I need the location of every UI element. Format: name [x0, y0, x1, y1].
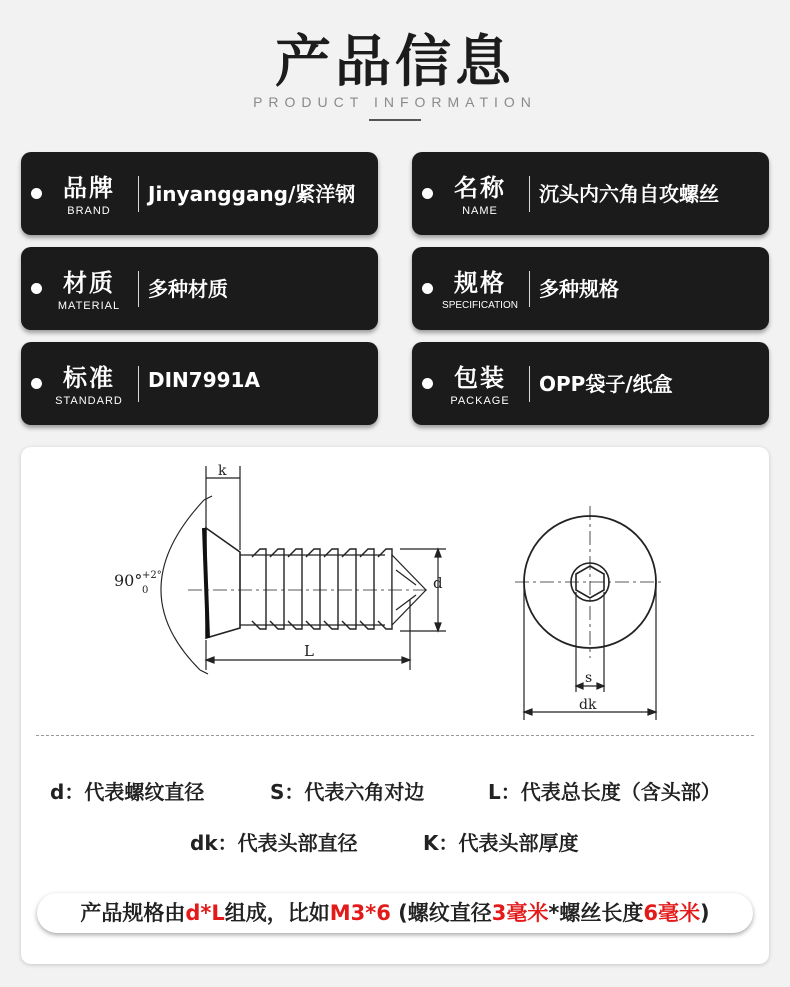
screw-head-top-view-diagram [505, 500, 680, 725]
spec-card-material [21, 247, 378, 330]
spec-card-brand [21, 152, 378, 235]
legend-d: d：代表螺纹直径 [50, 780, 205, 804]
spec-label-en: MATERIAL [57, 300, 121, 312]
spec-label-en: BRAND [67, 205, 111, 217]
divider [138, 176, 139, 212]
spec-label: 标准 [63, 364, 115, 392]
page-subtitle: PRODUCT INFORMATION [253, 94, 537, 110]
label-angle-tolerance-bottom: 0 [142, 585, 149, 596]
bullet-dot-icon [422, 378, 433, 389]
bullet-dot-icon [422, 283, 433, 294]
bullet-dot-icon [31, 283, 42, 294]
label-dk: dk [579, 697, 597, 713]
spec-value: OPP袋子/纸盒 [539, 372, 673, 396]
divider [529, 271, 530, 307]
spec-label: 包装 [454, 364, 506, 392]
spec-label-en: PACKAGE [450, 395, 510, 407]
spec-value: Jinyanggang/紧洋钢 [148, 182, 356, 206]
legend-s: S：代表六角对边 [270, 780, 425, 804]
bullet-dot-icon [422, 188, 433, 199]
spec-value: 多种规格 [539, 277, 619, 301]
label-d: d [433, 574, 443, 592]
label-angle: 90° [114, 571, 143, 590]
spec-value: DIN7991A [148, 368, 260, 392]
note-text: *螺丝长度 [548, 901, 644, 925]
spec-label: 名称 [454, 174, 506, 202]
legend-k: K：代表头部厚度 [423, 831, 579, 855]
note-text: ) [700, 901, 710, 925]
note-text: 产品规格由 [80, 901, 186, 925]
legend-dk: dk：代表头部直径 [190, 831, 358, 855]
title-underline [369, 119, 421, 121]
header [0, 0, 790, 130]
page-title: 产品信息 [275, 30, 515, 95]
divider [529, 366, 530, 402]
label-k: k [218, 463, 227, 479]
spec-value: 多种材质 [148, 277, 228, 301]
note-highlight: 6毫米 [643, 901, 701, 925]
note-text: 组成，比如 [224, 901, 330, 925]
spec-format-note [37, 893, 753, 933]
spec-label-en: STANDARD [55, 395, 123, 407]
spec-card-name [412, 152, 769, 235]
divider [138, 271, 139, 307]
bullet-dot-icon [31, 188, 42, 199]
note-highlight: 3毫米 [491, 901, 549, 925]
spec-card-package [412, 342, 769, 425]
spec-card-standard [21, 342, 378, 425]
bullet-dot-icon [31, 378, 42, 389]
label-s: s [585, 670, 593, 686]
label-angle-tolerance-top: +2° [142, 570, 162, 581]
label-L: L [304, 642, 314, 660]
note-highlight: d*L [185, 901, 225, 925]
divider [529, 176, 530, 212]
spec-label-en: SPECIFICATION [442, 300, 518, 311]
spec-card-specification [412, 247, 769, 330]
note-highlight: M3*6 [329, 901, 391, 925]
spec-label: 材质 [63, 269, 115, 297]
spec-value: 沉头内六角自攻螺丝 [539, 182, 719, 206]
legend-L: L：代表总长度（含头部） [488, 780, 721, 804]
divider [138, 366, 139, 402]
screw-side-view-diagram [100, 460, 460, 690]
spec-label-en: NAME [462, 205, 498, 217]
spec-label: 品牌 [63, 174, 115, 202]
spec-label: 规格 [454, 269, 506, 297]
note-text: (螺纹直径 [390, 901, 492, 925]
dashed-divider [36, 735, 754, 736]
